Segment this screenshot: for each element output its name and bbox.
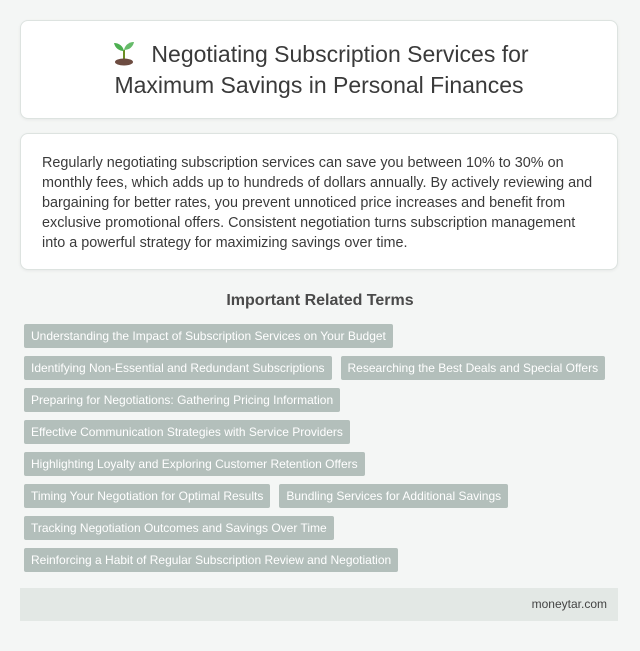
summary-text: Regularly negotiating subscription services can save you between 10% to 30% on monthly fees, which adds up to hundreds of dollars annually. By actively reviewing and bargaining for better rates, you prevent unnoticed price increases and benefit from exclusive promotional offers. Consistent negotiation turns subscription management into a powerful strategy for maximizing savings over time. (42, 155, 593, 251)
tag-row (24, 452, 618, 476)
tag-row (24, 484, 618, 508)
tag-row (24, 548, 618, 572)
related-term-tag[interactable]: Tracking Negotiation Outcomes and Savings Over Time (24, 516, 334, 540)
related-term-tag[interactable]: Highlighting Loyalty and Exploring Customer Retention Offers (24, 452, 365, 476)
footer-site-link[interactable]: moneytar.com (531, 597, 607, 611)
tag-row (24, 516, 618, 540)
page-title (109, 38, 528, 101)
title-line-2: Maximum Savings in Personal Finances (114, 72, 524, 98)
related-term-tag[interactable]: Researching the Best Deals and Special Offers (341, 356, 606, 380)
related-terms-list (24, 324, 618, 580)
summary-card (20, 133, 618, 270)
related-term-tag[interactable]: Reinforcing a Habit of Regular Subscription Review and Negotiation (24, 548, 398, 572)
tag-row (24, 420, 618, 444)
title-line-1: Negotiating Subscription Services for (151, 41, 529, 67)
sprout-icon (109, 38, 139, 66)
related-term-tag[interactable]: Identifying Non-Essential and Redundant Subscriptions (24, 356, 332, 380)
tag-row (24, 388, 618, 412)
tag-row (24, 356, 618, 380)
footer (20, 588, 618, 621)
related-term-tag[interactable]: Timing Your Negotiation for Optimal Results (24, 484, 270, 508)
title-card (20, 20, 618, 119)
related-term-tag[interactable]: Effective Communication Strategies with Service Providers (24, 420, 350, 444)
related-term-tag[interactable]: Understanding the Impact of Subscription Services on Your Budget (24, 324, 393, 348)
related-term-tag[interactable]: Preparing for Negotiations: Gathering Pricing Information (24, 388, 340, 412)
tag-row (24, 324, 618, 348)
related-term-tag[interactable]: Bundling Services for Additional Savings (279, 484, 508, 508)
related-terms-heading: Important Related Terms (226, 292, 414, 309)
